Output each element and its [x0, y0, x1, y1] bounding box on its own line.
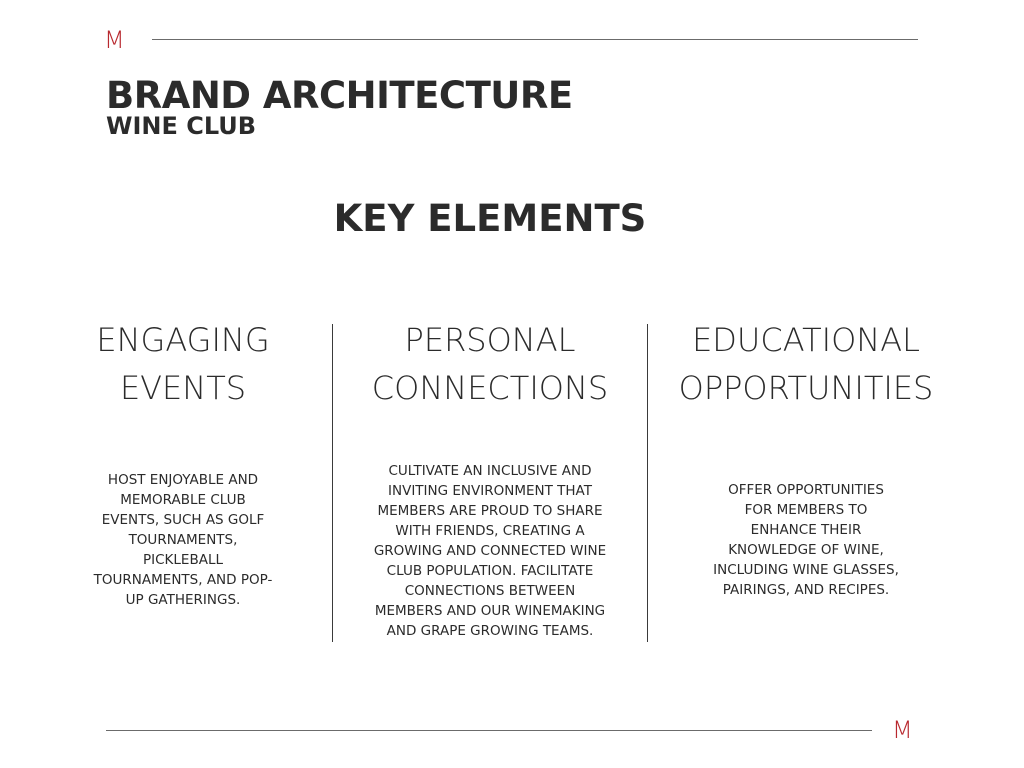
column-body [344, 461, 636, 641]
column-body-line: TOURNAMENTS, [128, 532, 238, 548]
column-body-line: TOURNAMENTS, AND POP- [93, 572, 273, 588]
brand-logo-icon: M [892, 716, 912, 744]
column-body-line: EVENTS, SUCH AS GOLF [101, 512, 265, 528]
column-body-line: OFFER OPPORTUNITIES [728, 482, 884, 498]
column-body [72, 470, 294, 610]
footer-rule [106, 730, 872, 731]
column-title-line: OPPORTUNITIES [678, 369, 934, 407]
section-heading: KEY ELEMENTS [333, 197, 647, 240]
column-title-line: CONNECTIONS [371, 369, 609, 407]
column-body-line: AND GRAPE GROWING TEAMS. [386, 623, 594, 639]
column-body-line: CULTIVATE AN INCLUSIVE AND [388, 463, 592, 479]
column-body-line: INCLUDING WINE GLASSES, [713, 562, 899, 578]
column-body-line: GROWING AND CONNECTED WINE [373, 543, 607, 559]
column-divider [647, 324, 648, 642]
column-body-line: MEMBERS ARE PROUD TO SHARE [377, 503, 603, 519]
page-title: BRAND ARCHITECTURE [106, 74, 573, 117]
column-title-line: EDUCATIONAL [692, 321, 920, 359]
column-title-line: PERSONAL [404, 321, 576, 359]
column-title [658, 316, 954, 412]
column-title-line: ENGAGING [96, 321, 270, 359]
column-body-line: FOR MEMBERS TO [744, 502, 868, 518]
column-body-line: INVITING ENVIRONMENT THAT [388, 483, 592, 499]
column-body-line: MEMBERS AND OUR WINEMAKING [374, 603, 606, 619]
column-body-line: PICKLEBALL [143, 552, 223, 568]
column-body-line: KNOWLEDGE OF WINE, [728, 542, 884, 558]
header-rule [152, 39, 918, 40]
column-body-line: MEMORABLE CLUB [120, 492, 246, 508]
column-body-line: ENHANCE THEIR [750, 522, 862, 538]
column-body-line: WITH FRIENDS, CREATING A [395, 523, 585, 539]
column-body-line: PAIRINGS, AND RECIPES. [722, 582, 890, 598]
column-body-line: HOST ENJOYABLE AND [107, 472, 259, 488]
column-body-line: UP GATHERINGS. [125, 592, 241, 608]
column-title-line: EVENTS [119, 369, 247, 407]
page-subtitle: WINE CLUB [106, 112, 257, 140]
column-title [344, 316, 636, 412]
column-body [658, 480, 954, 600]
column-title [72, 316, 294, 412]
brand-logo-icon: M [104, 26, 124, 54]
column-divider [332, 324, 333, 642]
column-body-line: CONNECTIONS BETWEEN [404, 583, 576, 599]
column-body-line: CLUB POPULATION. FACILITATE [386, 563, 594, 579]
